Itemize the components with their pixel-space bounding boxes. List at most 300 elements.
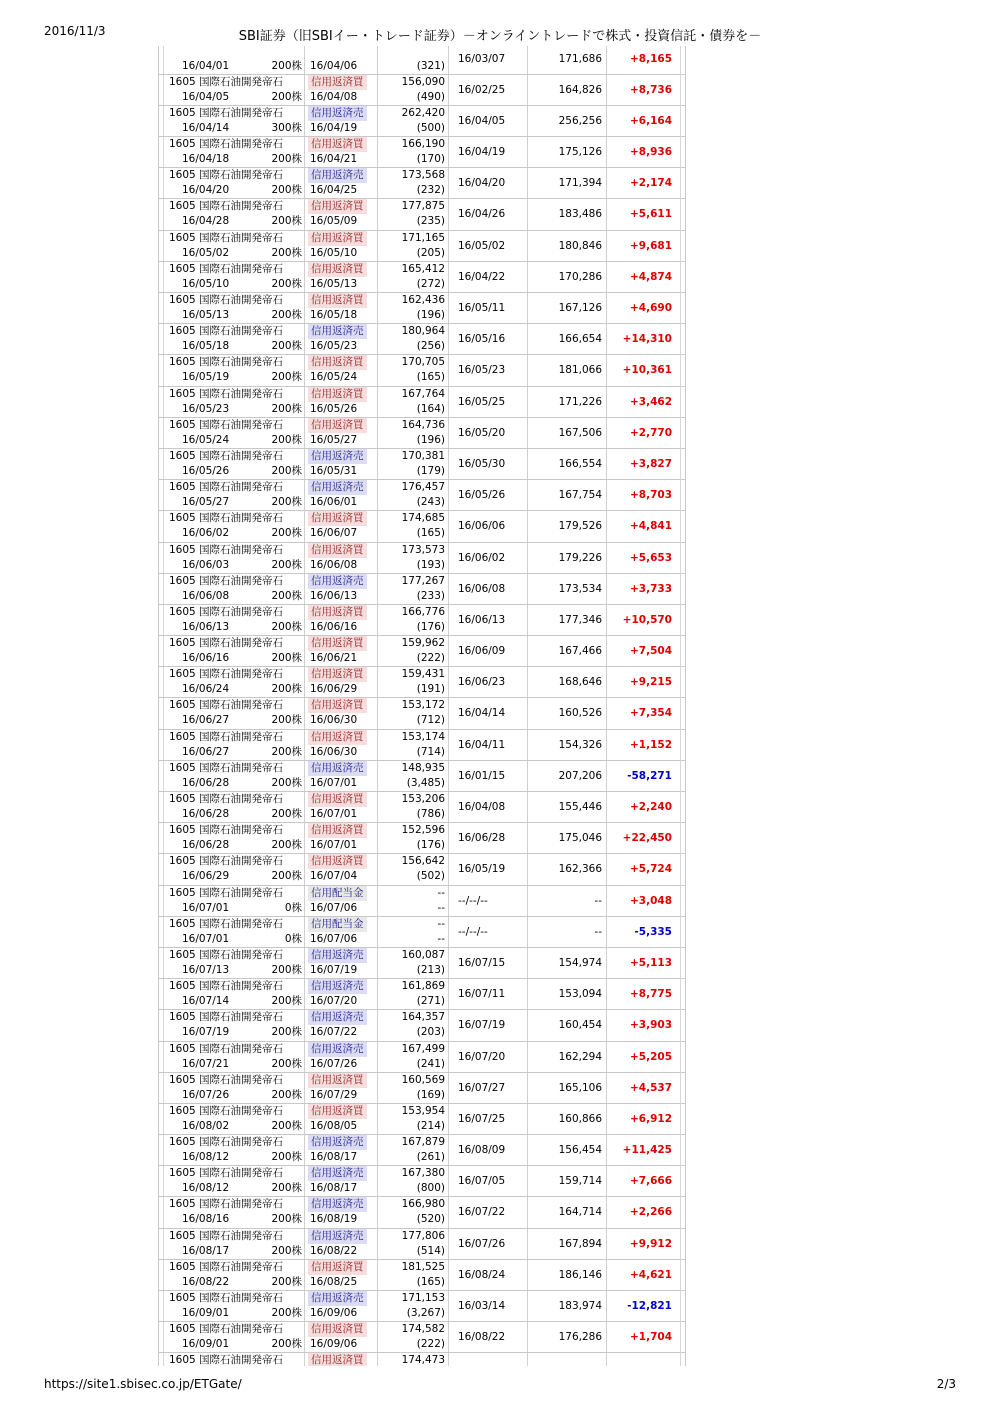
open-date: 16/05/26 [458,489,506,502]
trade-history-table [158,46,686,1366]
table-cell [449,605,528,635]
trade-quantity: 200株 [271,90,302,103]
trade-quantity: 200株 [271,402,302,415]
table-cell [528,449,607,479]
profit-loss: +3,733 [629,582,672,595]
table-cell [528,75,607,105]
table-cell [449,387,528,417]
trade-type-tag: 信用返済買 [308,792,367,807]
profit-loss: +9,912 [629,1237,672,1250]
open-amount: 166,554 [558,457,602,470]
trade-fee: (196) [416,433,445,446]
trade-quantity: 0株 [284,932,302,945]
table-cell [168,1166,305,1196]
table-cell [528,137,607,167]
profit-loss: +22,450 [622,832,672,845]
trade-type-tag: 信用返済買 [308,75,367,90]
trade-stock-name: 1605 国際石油開発帝石 [169,169,284,182]
table-row [159,511,685,542]
table-cell [607,1073,677,1103]
settlement-date: 16/08/22 [310,1244,358,1257]
table-row [159,355,685,386]
table-cell [305,449,378,479]
table-cell [378,511,449,541]
table-cell [449,324,528,354]
table-cell [607,1291,677,1321]
trade-type-tag: 信用返済売 [308,574,367,589]
trade-fee: (214) [416,1119,445,1132]
trade-amount: 164,357 [401,1011,445,1024]
trade-date: 16/06/29 [182,870,230,883]
trade-fee: (165) [416,371,445,384]
profit-loss: +8,775 [629,988,672,1001]
table-cell [378,199,449,229]
table-cell [449,168,528,198]
trade-quantity: 200株 [271,1244,302,1257]
trade-type-tag: 信用返済買 [308,698,367,713]
table-cell [449,1197,528,1227]
trade-fee: (272) [416,277,445,290]
trade-date: 16/08/12 [182,1182,230,1195]
trade-fee: (191) [416,683,445,696]
table-cell [607,418,677,448]
profit-loss: +5,611 [629,208,672,221]
settlement-date: 16/06/08 [310,558,358,571]
trade-stock-name: 1605 国際石油開発帝石 [169,886,284,899]
table-cell [168,137,305,167]
trade-amount: 174,685 [401,512,445,525]
trade-amount: 156,642 [401,855,445,868]
open-date: 16/03/14 [458,1300,506,1312]
table-cell [305,667,378,697]
open-date: 16/04/19 [458,146,506,159]
trade-stock-name: 1605 国際石油開発帝石 [169,980,284,993]
table-cell [305,1291,378,1321]
settlement-date: 16/07/19 [310,963,358,976]
trade-stock-name: 1605 国際石油開発帝石 [169,294,284,306]
trade-fee: (222) [416,1338,445,1351]
table-cell [528,543,607,573]
open-date: 16/07/19 [458,1019,506,1032]
trade-fee: (514) [416,1244,445,1257]
table-cell [378,917,449,947]
trade-date: 16/04/01 [182,59,230,72]
trade-quantity: 200株 [271,1151,302,1164]
trade-stock-name: 1605 国際石油開発帝石 [169,824,284,837]
trade-date: 16/08/22 [182,1275,230,1288]
table-cell [449,231,528,261]
trade-date: 16/05/26 [182,464,230,477]
settlement-date: 16/06/13 [310,589,358,602]
trade-amount: 174,473 [401,1354,445,1366]
trade-stock-name: 1605 国際石油開発帝石 [169,1011,284,1024]
trade-amount: 160,569 [401,1073,445,1086]
table-cell [449,730,528,760]
trade-stock-name: 1605 国際石油開発帝石 [169,262,284,275]
trade-date: 16/05/23 [182,402,230,415]
trade-type-tag: 信用返済買 [308,355,367,370]
trade-fee: (213) [416,963,445,976]
settlement-date: 16/04/25 [310,184,358,197]
trade-stock-name: 1605 国際石油開発帝石 [169,605,284,618]
trade-amount: 177,267 [401,574,445,587]
table-cell [528,293,607,323]
trade-date: 16/07/14 [182,995,230,1008]
table-cell [168,1260,305,1290]
trade-date: 16/09/01 [182,1338,230,1351]
page-number: 2/3 [936,1377,956,1391]
trade-amount: 162,436 [401,294,445,306]
table-cell [168,667,305,697]
table-cell [449,1104,528,1134]
trade-fee: (179) [416,464,445,477]
trade-fee: (165) [416,1275,445,1288]
trade-date: 16/06/24 [182,683,230,696]
open-date: 16/05/20 [458,426,506,439]
settlement-date: 16/06/21 [310,652,358,665]
table-cell [449,1260,528,1290]
table-cell [449,355,528,385]
table-cell [607,1197,677,1227]
trade-stock-name: 1605 国際石油開発帝石 [169,1354,284,1366]
table-cell [378,1353,449,1366]
table-cell [449,917,528,947]
profit-loss: +5,205 [629,1050,672,1063]
table-cell [528,511,607,541]
trade-date: 16/06/02 [182,527,230,540]
trade-fee: (232) [416,184,445,197]
profit-loss: +7,504 [629,645,672,658]
table-cell [168,543,305,573]
table-cell [607,137,677,167]
table-row [159,605,685,636]
table-cell [607,1010,677,1040]
table-cell [168,168,305,198]
table-row [159,854,685,885]
trade-fee: (176) [416,620,445,633]
trade-fee: (786) [416,808,445,820]
trade-stock-name: 1605 国際石油開発帝石 [169,668,284,681]
trade-quantity: 200株 [271,1057,302,1070]
table-row [159,636,685,667]
table-cell [168,948,305,978]
trade-amount: 262,420 [401,106,445,119]
profit-loss: -12,821 [627,1300,672,1312]
table-cell [449,698,528,728]
trade-amount: 153,206 [401,793,445,805]
trade-fee: (196) [416,309,445,321]
table-cell [449,46,528,74]
open-date: 16/07/05 [458,1175,506,1188]
trade-fee: (520) [416,1213,445,1226]
open-amount: 181,066 [558,364,602,377]
table-cell [378,979,449,1009]
trade-type-tag: 信用返済買 [308,636,367,651]
table-cell [607,543,677,573]
profit-loss: +8,736 [629,83,672,96]
table-cell [528,1229,607,1259]
trade-amount: 166,980 [401,1198,445,1211]
table-cell [528,667,607,697]
table-cell [528,761,607,791]
table-cell [378,605,449,635]
table-cell [168,1229,305,1259]
trade-stock-name: 1605 国際石油開発帝石 [169,418,284,431]
trade-fee: -- [437,901,445,914]
profit-loss: -58,271 [627,769,672,782]
table-cell [168,761,305,791]
trade-stock-name: 1605 国際石油開発帝石 [169,1198,284,1211]
trade-date: 16/08/17 [182,1244,230,1257]
table-cell [378,106,449,136]
table-cell [607,46,677,74]
open-date: 16/07/27 [458,1081,506,1094]
table-row [159,792,685,823]
trade-amount: 159,962 [401,637,445,650]
settlement-date: 16/08/19 [310,1213,358,1226]
table-row [159,979,685,1010]
trade-quantity: 200株 [271,496,302,509]
trade-quantity: 200株 [271,963,302,976]
trade-type-tag: 信用配当金 [308,917,367,932]
trade-fee: (222) [416,652,445,665]
trade-amount: 167,499 [401,1042,445,1055]
trade-date: 16/06/03 [182,558,230,571]
profit-loss: +2,266 [629,1206,672,1219]
trade-amount: 173,573 [401,543,445,556]
table-row [159,480,685,511]
trade-quantity: 200株 [271,1213,302,1226]
trade-quantity: 200株 [271,652,302,665]
open-date: 16/04/22 [458,270,506,283]
table-row [159,231,685,262]
table-cell [305,293,378,323]
table-cell [449,636,528,666]
trade-quantity: 200株 [271,153,302,166]
trade-fee: (502) [416,870,445,883]
open-date: 16/08/09 [458,1144,506,1157]
trade-date: 16/08/02 [182,1119,230,1132]
open-date: 16/05/23 [458,364,506,377]
trade-type-tag: 信用返済買 [308,543,367,558]
open-amount: 256,256 [558,114,602,127]
table-row [159,574,685,605]
open-date: 16/06/08 [458,582,506,595]
table-cell [305,854,378,884]
trade-quantity: 300株 [271,121,302,134]
table-cell [305,1353,378,1366]
settlement-date: 16/06/30 [310,714,358,727]
open-amount: 171,226 [558,395,602,408]
trade-quantity: 200株 [271,683,302,696]
trade-fee: (500) [416,121,445,134]
trade-amount: 161,869 [401,980,445,993]
table-cell [607,948,677,978]
trade-date: 16/07/01 [182,901,230,914]
table-cell [305,543,378,573]
trade-quantity: 200株 [271,371,302,384]
table-cell [168,355,305,385]
trade-date: 16/07/01 [182,932,230,945]
table-cell [607,854,677,884]
table-row [159,106,685,137]
trade-date: 16/06/28 [182,808,230,820]
open-date: 16/04/08 [458,801,506,813]
table-cell [305,324,378,354]
open-date: 16/04/26 [458,208,506,221]
trade-type-tag: 信用返済買 [308,199,367,214]
table-cell [607,979,677,1009]
settlement-date: 16/08/05 [310,1119,358,1132]
settlement-date: 16/07/06 [310,932,358,945]
table-cell [378,792,449,822]
table-cell [168,792,305,822]
trade-quantity: 200株 [271,1026,302,1039]
settlement-date: 16/05/31 [310,464,358,477]
trade-stock-name: 1605 国際石油開発帝石 [169,1104,284,1117]
table-cell [528,355,607,385]
table-cell [449,75,528,105]
table-cell [305,636,378,666]
trade-stock-name: 1605 国際石油開発帝石 [169,637,284,650]
profit-loss: +4,874 [629,270,672,283]
trade-type-tag: 信用返済売 [308,449,367,464]
table-cell [528,1135,607,1165]
table-cell [378,418,449,448]
table-row [159,1104,685,1135]
table-cell [528,324,607,354]
table-cell [378,46,449,74]
trade-amount: 171,165 [401,231,445,244]
open-date: 16/06/23 [458,676,506,689]
profit-loss: +14,310 [622,333,672,346]
table-cell [528,605,607,635]
profit-loss: +3,903 [629,1019,672,1032]
open-amount: 160,454 [558,1019,602,1032]
profit-loss: +8,165 [629,52,672,65]
trade-fee: (164) [416,402,445,415]
trade-date: 16/04/20 [182,184,230,197]
trade-quantity: 200株 [271,558,302,571]
trade-stock-name: 1605 国際石油開発帝石 [169,481,284,494]
table-cell [378,449,449,479]
trade-fee: (3,267) [406,1307,445,1319]
profit-loss: +11,425 [622,1144,672,1157]
table-cell [528,636,607,666]
table-cell [305,1104,378,1134]
table-cell [528,1197,607,1227]
trade-type-tag: 信用返済買 [308,605,367,620]
table-cell [607,387,677,417]
trade-fee: -- [437,932,445,945]
profit-loss: +10,361 [622,364,672,377]
table-cell [607,199,677,229]
table-cell [449,449,528,479]
open-date: 16/05/19 [458,863,506,876]
table-cell [528,948,607,978]
table-cell [528,262,607,292]
trade-quantity: 200株 [271,1088,302,1101]
open-amount: 156,454 [558,1144,602,1157]
trade-type-tag: 信用返済売 [308,1010,367,1025]
settlement-date: 16/07/26 [310,1057,358,1070]
table-cell [168,231,305,261]
trade-date: 16/09/01 [182,1307,230,1319]
table-cell [168,106,305,136]
trade-quantity: 200株 [271,1338,302,1351]
table-cell [449,543,528,573]
table-cell [168,1291,305,1321]
settlement-date: 16/04/21 [310,153,358,166]
trade-type-tag: 信用返済売 [308,761,367,776]
table-row [159,1166,685,1197]
settlement-date: 16/05/24 [310,371,358,384]
table-cell [528,792,607,822]
table-cell [378,1104,449,1134]
table-row [159,75,685,106]
trade-type-tag: 信用返済売 [308,1291,367,1306]
trade-amount: 170,381 [401,449,445,462]
profit-loss: +7,666 [629,1175,672,1188]
profit-loss: +5,653 [629,551,672,564]
settlement-date: 16/06/01 [310,496,358,509]
page-url[interactable]: https://site1.sbisec.co.jp/ETGate/ [44,1377,242,1391]
table-cell [305,262,378,292]
table-cell [607,730,677,760]
table-cell [305,1073,378,1103]
table-row [159,1042,685,1073]
table-cell [449,418,528,448]
table-cell [168,1073,305,1103]
trade-quantity: 200株 [271,464,302,477]
trade-type-tag: 信用返済売 [308,979,367,994]
settlement-date: 16/04/06 [310,59,358,72]
table-cell [449,1010,528,1040]
table-cell [607,823,677,853]
settlement-date: 16/09/06 [310,1338,358,1351]
open-date: 16/04/14 [458,707,506,720]
page-title: SBI証券（旧SBIイー・トレード証券）－オンライントレードで株式・投資信託・債券を－ [238,29,762,44]
table-cell [168,418,305,448]
settlement-date: 16/05/27 [310,433,358,446]
table-cell [607,1353,677,1366]
table-cell [378,854,449,884]
trade-quantity: 200株 [271,808,302,820]
table-cell [607,1135,677,1165]
table-cell [449,886,528,916]
trade-quantity: 200株 [271,745,302,758]
trade-quantity: 200株 [271,59,302,72]
settlement-date: 16/06/30 [310,745,358,758]
table-cell [305,1135,378,1165]
table-cell [168,1010,305,1040]
open-date: 16/06/09 [458,645,506,658]
open-amount: 180,846 [558,239,602,252]
open-date: 16/06/28 [458,832,506,845]
table-cell [528,979,607,1009]
table-cell [607,698,677,728]
open-amount: 183,486 [558,208,602,221]
trade-amount: 180,964 [401,325,445,338]
table-cell [449,761,528,791]
settlement-date: 16/07/06 [310,901,358,914]
table-cell [607,761,677,791]
table-cell [168,1042,305,1072]
settlement-date: 16/07/22 [310,1026,358,1039]
trade-quantity: 200株 [271,340,302,353]
table-cell [449,199,528,229]
open-date: 16/07/20 [458,1050,506,1063]
